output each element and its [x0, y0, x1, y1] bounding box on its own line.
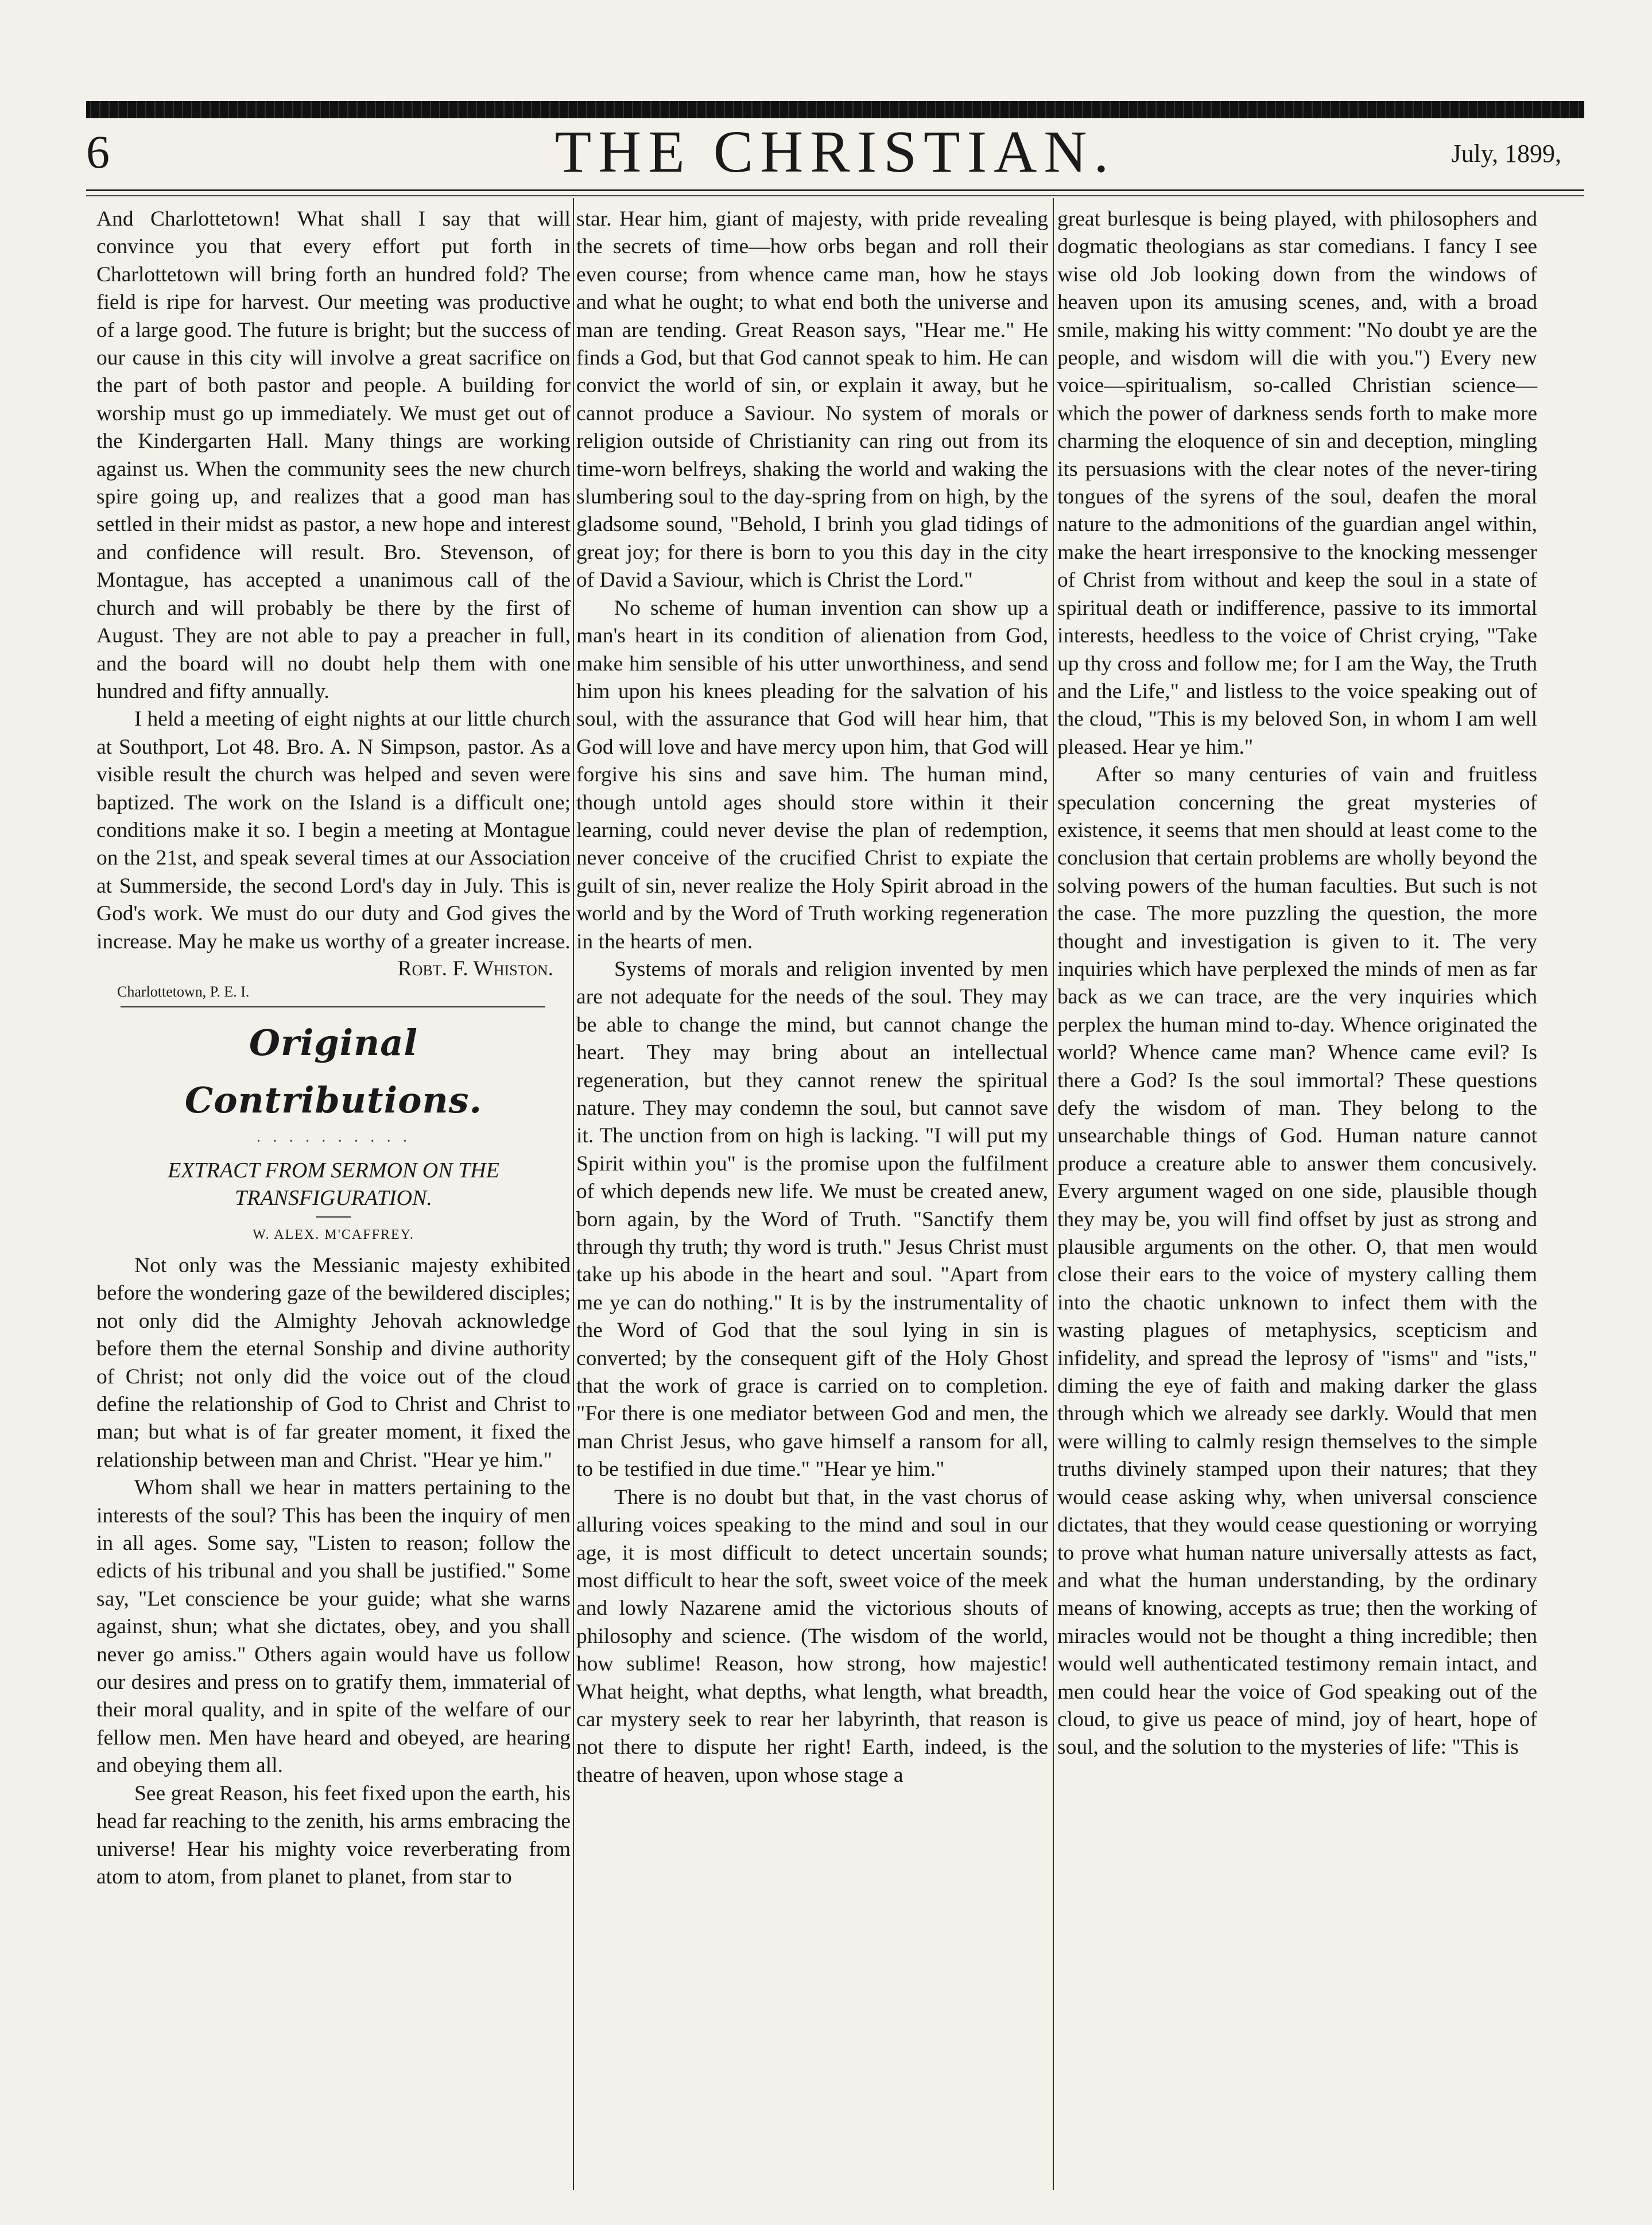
column-2 — [576, 206, 1048, 1789]
header-rule-thin — [86, 195, 1584, 196]
column-divider — [1053, 198, 1054, 2190]
page-header — [86, 121, 1584, 184]
article-byline: W. ALEX. M'CAFFREY. — [253, 1227, 414, 1242]
column-divider — [573, 198, 574, 2190]
ornament-rule: · · · · · · · · · · — [255, 1132, 412, 1150]
masthead-title: THE CHRISTIAN. — [554, 119, 1116, 185]
paragraph: No scheme of human invention can show up a man's heart in its condition of alienation from God, make him sensible of his utter unworthiness, and send him upon his knees pleading for the salvation of his soul, with the assurance that God will hear him, that God will love and have mercy upon him, that God will forgive his sins and save him. The human mind, though untold ages should store within it their learning, could never devise the plan of redemption, never conceive of the crucified Christ to expiate the guilt of sin, never realize the Holy Spirit abroad in the world and by the Word of Truth working regeneration in the hearts of men. — [576, 596, 1048, 953]
paragraph: There is no doubt but that, in the vast chorus of alluring voices speaking to the mind and soul in our age, it is most difficult to detect uncertain sounds; most difficult to hear the soft, sweet voice of the meek and lowly Nazarene amid the victorious shouts of philosophy and science. (The wisdom of the world, how sublime! Reason, how strong, how majestic! What height, what depths, what length, what breadth, car mystery seek to rear her labyrinth, that reason is not there to dispute her right! Earth, indeed, is the theatre of heaven, upon whose stage a — [576, 1485, 1048, 1787]
signature-place: Charlottetown, P. E. I. — [117, 983, 250, 1000]
paragraph: See great Reason, his feet fixed upon the earth, his head far reaching to the zenith, his arms embracing the universe! Hear his mighty voice reverberating from atom to atom, from planet to planet, from star to — [96, 1781, 571, 1889]
issue-date: July, 1899, — [1451, 139, 1561, 168]
article-title: EXTRACT FROM SERMON ON THE TRANSFIGURATION. — [168, 1158, 499, 1210]
paragraph: Whom shall we hear in matters pertaining to the interests of the soul? This has been the inquiry of men in all ages. Some say, "Listen to reason; follow the edicts of his tribunal and you shall be justified." Some say, "Let conscience be your guide; what she warns against, shun; what she dictates, obey, and you shall never go amiss." Others again would have us follow our desires and press on to gratify them, immaterial of their moral quality, and in spite of the welfare of our fellow men. Men have heard and obeyed, are hearing and obeying them all. — [96, 1476, 571, 1778]
paragraph: Not only was the Messianic majesty exhibited before the wondering gaze of the bewildered disciples; not only did the Almighty Jehovah acknowledge before them the eternal Sonship and divine authority of Christ; not only did the voice out of the cloud define the relationship of God to Christ and Christ to man; but what is of far greater moment, it fixed the relationship between man and Christ. "Hear ye him." — [96, 1253, 571, 1472]
paragraph: star. Hear him, giant of majesty, with pride revealing the secrets of time—how orbs began and roll their even course; from whence came man, how he stays and what he ought; to what end both the universe and man are tending. Great Reason says, "Hear me." He finds a God, but that God cannot speak to him. He can convict the world of sin, or explain it away, but he cannot produce a Saviour. No system of morals or religion outside of Christianity can ring out from its time-worn belfreys, shaking the world and waking the slumbering soul to the day-spring from on high, by the gladsome sound, "Behold, I brinh you glad tidings of great joy; for there is born to you this day in the city of David a Saviour, which is Christ the Lord." — [576, 207, 1048, 592]
paragraph: And Charlottetown! What shall I say that will convince you that every effort put forth in Charlottetown will bring forth an hundred fold? The field is ripe for harvest. Our meeting was productive of a large good. The future is bright; but the success of our cause in this city will involve a great sacrifice on the part of both pastor and people. A building for worship must go up immediately. We must get out of the Kindergarten Hall. Many things are working against us. When the community sees the new church spire going up, and realizes that a good man has settled in their midst as pastor, a new hope and interest and confidence will result. Bro. Stevenson, of Montague, has accepted a unanimous call of the church and will probably be there by the first of August. They are not able to pay a preacher in full, and the board will no doubt help them with one hundred and fifty annually. — [96, 207, 571, 703]
header-rule — [86, 189, 1584, 191]
column-1 — [96, 206, 571, 1891]
paragraph: great burlesque is being played, with philosophers and dogmatic theologians as star comedians. I fancy I see wise old Job looking down from the windows of heaven upon its amusing scenes, and, with a broad smile, making his witty comment: "No doubt ye are the people, and wisdom will die with you.") Every new voice—spiritualism, so-called Christian science—which the power of darkness sends forth to make more charming the eloquence of sin and deception, mingling its persuasions with the clear notes of the never-tiring tongues of the syrens of the soul, deafen the moral nature to the admonitions of the guardian angel within, make the heart irresponsive to the knocking messenger of Christ from without and keep the soul in a state of spiritual death or indifference, passive to its immortal interests, heedless to the voice of Christ crying, "Take up thy cross and follow me; for I am the Way, the Truth and the Life," and listless to the voice speaking out of the cloud, "This is my beloved Son, in whom I am well pleased. Hear ye him." — [1057, 207, 1537, 759]
page-number: 6 — [86, 126, 110, 178]
author-signature: Robt. F. Whiston. — [397, 956, 553, 980]
column-3 — [1057, 206, 1537, 1762]
paragraph: I held a meeting of eight nights at our little church at Southport, Lot 48. Bro. A. N Simpson, pastor. As a visible result the church was helped and seven were baptized. The work on the Island is a difficult one; conditions make it so. I begin a meeting at Montague on the 21st, and speak several times at our Association at Summerside, the second Lord's day in July. This is God's work. We must do our duty and God gives the increase. May he make us worthy of a greater increase. — [96, 707, 571, 953]
section-title: Original Contributions. — [184, 1021, 483, 1121]
paragraph: After so many centuries of vain and fruitless speculation concerning the great mysteries of existence, it seems that men should at least come to the conclusion that certain problems are wholly beyond the solving powers of the human faculties. But such is not the case. The more puzzling the question, the more thought and investigation is given to it. The very inquiries which have perplexed the minds of men as far back as we can trace, are the very inquiries which perplex the human mind to-day. Whence originated the world? Whence came man? Whence came evil? Is there a God? Is the soul immortal? These questions defy the wisdom of man. They belong to the unsearchable things of God. Human nature cannot produce a creature able to answer them concusively. Every argument waged on one side, plausible though they may be, you will find offset by just as strong and plausible arguments on the other. O, that men would close their ears to the voice of mystery calling them into the chaotic unknown to infect them with the wasting plagues of metaphysics, scepticism and infidelity, and spread the leprosy of "isms" and "ists," diming the eye of faith and making darker the glass through which we already see darkly. Would that men were willing to calmly resign themselves to the simple truths divinely stamped upon their natures; that they would cease asking why, when universal conscience dictates, that they would cease questioning or worrying to prove what human nature universally attests as fact, and what the human understanding, by the ordinary means of knowing, accepts as true; then the working of miracles would not be thought a thing incredible; then would well authenticated testimony remain intact, and men could hear the voice of God speaking out of the cloud, to give us peace of mind, joy of heart, hope of soul, and the solution to the mysteries of life: "This is — [1057, 763, 1537, 1759]
paragraph: Systems of morals and religion invented by men are not adequate for the needs of the soul. They may be able to change the mind, but cannot change the heart. They may bring about an intellectual regeneration, but they cannot renew the spiritual nature. They may condemn the soul, but cannot save it. The unction from on high is lacking. "I will put my Spirit within you" is the promise upon the fulfilment of which depends new life. We must be created anew, born again, by the Word of Truth. "Sanctify them through thy truth; thy word is truth." Jesus Christ must take up his abode in the heart and soul. "Apart from me ye can do nothing." It is by the instrumentality of the Word of God that the soul lying in sin is converted; by the consequent gift of the Holy Ghost that the work of grace is carried on to completion. "For there is one mediator between God and men, the man Christ Jesus, who gave himself a ransom for all, to be testified in due time." "Hear ye him." — [576, 957, 1048, 1482]
section-rule — [121, 1006, 545, 1007]
top-border-rule — [86, 101, 1584, 118]
